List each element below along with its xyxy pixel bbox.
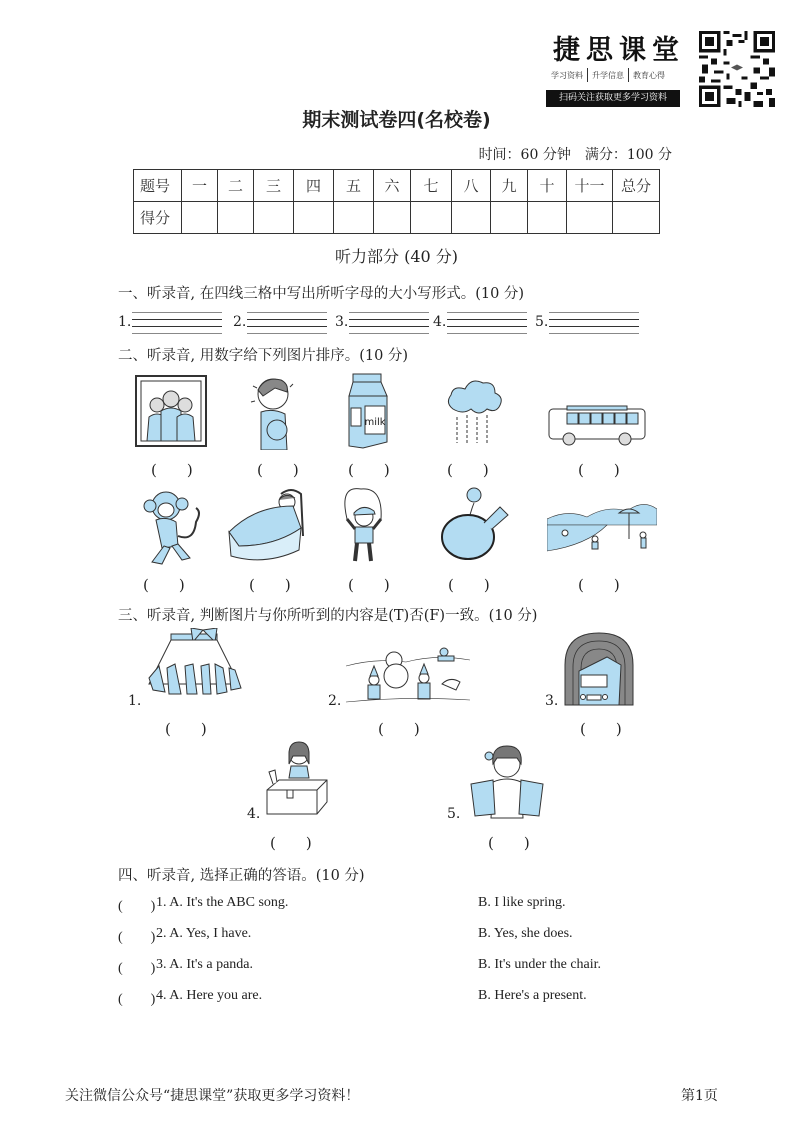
svg-text:milk: milk bbox=[364, 417, 386, 428]
item-number: 4. bbox=[433, 314, 447, 330]
family-photo-icon bbox=[135, 375, 207, 447]
option-b: B. Yes, she does. bbox=[478, 926, 573, 941]
item-number: 5. bbox=[447, 806, 461, 822]
score-table bbox=[133, 169, 660, 234]
table-header-row bbox=[134, 170, 660, 202]
option-a: 3. A. It's a panda. bbox=[156, 957, 254, 972]
ping-pong-paddle-icon bbox=[440, 485, 512, 565]
table-cell: 九 bbox=[491, 170, 528, 202]
monkey-icon bbox=[142, 486, 206, 566]
score-cell[interactable] bbox=[411, 202, 452, 234]
score-cell[interactable] bbox=[374, 202, 411, 234]
question-2-title: 二、听录音, 用数字给下列图片排序。(10 分) bbox=[118, 348, 409, 364]
answer-blank[interactable]: ( ) bbox=[165, 720, 207, 738]
skirt-icon bbox=[145, 628, 243, 700]
score-cell[interactable] bbox=[294, 202, 334, 234]
table-cell: 得分 bbox=[134, 202, 182, 234]
qr-code-icon bbox=[699, 31, 775, 107]
score-cell[interactable] bbox=[491, 202, 528, 234]
answer-blank[interactable]: ( ) bbox=[118, 992, 156, 1007]
score-cell[interactable] bbox=[613, 202, 660, 234]
brand-tag: 学习资料 bbox=[551, 70, 583, 80]
table-score-row bbox=[134, 202, 660, 234]
page-number: 第1页 bbox=[681, 1088, 718, 1104]
answer-blank[interactable]: ( ) bbox=[488, 834, 530, 852]
table-cell: 二 bbox=[218, 170, 254, 202]
answer-blank[interactable]: ( ) bbox=[270, 834, 312, 852]
option-a: 4. A. Here you are. bbox=[156, 988, 263, 1003]
table-cell: 五 bbox=[334, 170, 374, 202]
table-cell: 十 bbox=[528, 170, 567, 202]
item-number: 1. bbox=[128, 693, 142, 709]
four-line-staff[interactable] bbox=[132, 309, 222, 335]
brand-tags bbox=[547, 68, 669, 82]
answer-blank[interactable]: ( ) bbox=[348, 576, 390, 594]
answer-blank[interactable]: ( ) bbox=[118, 899, 156, 914]
four-line-staff[interactable] bbox=[247, 309, 327, 335]
girl-with-coat-icon bbox=[465, 742, 549, 822]
answer-blank[interactable]: ( ) bbox=[249, 576, 291, 594]
answer-blank[interactable]: ( ) bbox=[578, 576, 620, 594]
item-number: 5. bbox=[535, 314, 549, 330]
brand-logo-text: 捷思课堂 bbox=[553, 35, 685, 66]
brand-tag: 教育心得 bbox=[633, 70, 665, 80]
item-number: 1. bbox=[118, 314, 132, 330]
score-cell[interactable] bbox=[528, 202, 567, 234]
staff-item[interactable] bbox=[233, 308, 327, 336]
item-number: 2. bbox=[233, 314, 247, 330]
staff-item[interactable] bbox=[535, 308, 639, 336]
answer-blank[interactable]: ( ) bbox=[143, 576, 185, 594]
item-number: 2. bbox=[328, 693, 342, 709]
table-cell: 一 bbox=[182, 170, 218, 202]
answer-blank[interactable]: ( ) bbox=[257, 461, 299, 479]
question-4-title: 四、听录音, 选择正确的答语。(10 分) bbox=[118, 868, 365, 884]
jump-rope-boy-icon bbox=[339, 485, 389, 567]
score-cell[interactable] bbox=[218, 202, 254, 234]
train-tunnel-icon bbox=[563, 631, 635, 707]
brand-banner: 扫码关注获取更多学习资料 bbox=[546, 90, 680, 107]
answer-blank[interactable]: ( ) bbox=[118, 961, 156, 976]
four-line-staff[interactable] bbox=[549, 309, 639, 335]
four-line-staff[interactable] bbox=[447, 309, 527, 335]
brand-tag: 升学信息 bbox=[592, 70, 624, 80]
option-a: 1. A. It's the ABC song. bbox=[156, 895, 289, 910]
option-b: B. I like spring. bbox=[478, 895, 566, 910]
item-number: 4. bbox=[247, 806, 261, 822]
table-cell: 十一 bbox=[567, 170, 613, 202]
table-cell: 八 bbox=[452, 170, 491, 202]
doll-on-box-icon bbox=[265, 740, 331, 820]
score-cell[interactable] bbox=[567, 202, 613, 234]
staff-item[interactable] bbox=[118, 308, 222, 336]
answer-blank[interactable]: ( ) bbox=[448, 576, 490, 594]
hot-boy-with-fan-icon bbox=[245, 372, 305, 450]
score-cell[interactable] bbox=[452, 202, 491, 234]
score-cell[interactable] bbox=[334, 202, 374, 234]
answer-blank[interactable]: ( ) bbox=[348, 461, 390, 479]
table-cell: 七 bbox=[411, 170, 452, 202]
item-number: 3. bbox=[545, 693, 559, 709]
option-b: B. Here's a present. bbox=[478, 988, 587, 1003]
score-cell[interactable] bbox=[254, 202, 294, 234]
milk-carton-icon bbox=[343, 372, 393, 450]
table-cell: 总分 bbox=[613, 170, 660, 202]
option-b: B. It's under the chair. bbox=[478, 957, 602, 972]
answer-blank[interactable]: ( ) bbox=[151, 461, 193, 479]
sleeping-in-bed-icon bbox=[225, 486, 313, 566]
question-3-title: 三、听录音, 判断图片与你所听到的内容是(T)否(F)一致。(10 分) bbox=[118, 608, 538, 624]
beach-scene-icon bbox=[547, 495, 657, 561]
question-1-title: 一、听录音, 在四线三格中写出所听字母的大小写形式。(10 分) bbox=[118, 286, 525, 302]
table-cell: 三 bbox=[254, 170, 294, 202]
table-cell: 六 bbox=[374, 170, 411, 202]
score-cell[interactable] bbox=[182, 202, 218, 234]
answer-blank[interactable]: ( ) bbox=[447, 461, 489, 479]
table-cell: 四 bbox=[294, 170, 334, 202]
footer-note: 关注微信公众号“捷思课堂”获取更多学习资料！ bbox=[65, 1088, 360, 1104]
snow-scene-icon bbox=[346, 636, 470, 708]
four-line-staff[interactable] bbox=[349, 309, 429, 335]
answer-blank[interactable]: ( ) bbox=[118, 930, 156, 945]
staff-item[interactable] bbox=[335, 308, 429, 336]
bus-icon bbox=[547, 405, 647, 447]
exam-time-info: 时间：60 分钟 满分：100 分 bbox=[478, 147, 672, 163]
table-cell: 题号 bbox=[134, 170, 182, 202]
item-number: 3. bbox=[335, 314, 349, 330]
section-heading: 听力部分 (40 分) bbox=[334, 247, 459, 266]
option-a: 2. A. Yes, I have. bbox=[156, 926, 252, 941]
answer-blank[interactable]: ( ) bbox=[378, 720, 420, 738]
staff-item[interactable] bbox=[433, 308, 527, 336]
answer-blank[interactable]: ( ) bbox=[578, 461, 620, 479]
answer-blank[interactable]: ( ) bbox=[580, 720, 622, 738]
exam-title: 期末测试卷四(名校卷) bbox=[302, 109, 491, 131]
rain-cloud-icon bbox=[443, 375, 505, 447]
